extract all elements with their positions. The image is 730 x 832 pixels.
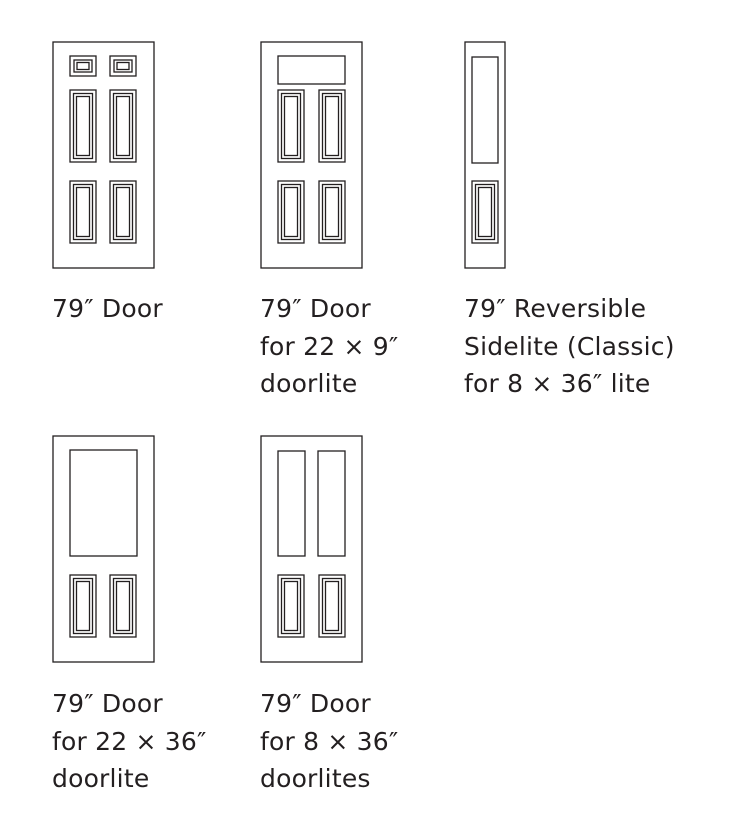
right-doorlite-opening: [318, 451, 345, 556]
caption-line: 79″ Door: [260, 689, 371, 718]
caption-line: doorlite: [52, 764, 150, 793]
door-22x9-drawing: [261, 42, 362, 268]
door-frame: [53, 436, 154, 662]
door-22x36-drawing: [53, 436, 154, 662]
sidelite-bottom-panel: [472, 181, 498, 243]
door-8x36-drawing: [261, 436, 362, 662]
bottom-left-panel: [278, 575, 304, 637]
caption-sidelite: [464, 290, 675, 403]
top-right-small-panel: [110, 56, 136, 76]
caption-line: 79″ Door: [260, 294, 371, 323]
top-left-small-panel: [70, 56, 96, 76]
middle-right-panel: [110, 90, 136, 162]
caption-line: for 22 × 36″: [52, 726, 207, 756]
bottom-left-panel: [278, 181, 304, 243]
caption-door: [52, 290, 163, 328]
caption-line: 79″ Reversible: [464, 294, 647, 323]
door-frame: [261, 42, 362, 268]
caption-door-22x36: [52, 685, 207, 798]
bottom-left-panel: [70, 181, 96, 243]
doorlite-opening: [70, 450, 137, 556]
sidelite-frame: [465, 42, 505, 268]
caption-line: doorlite: [260, 369, 358, 398]
bottom-right-panel: [319, 575, 345, 637]
caption-line: 79″ Door: [52, 689, 163, 718]
middle-left-panel: [278, 90, 304, 162]
caption-door-22x9: [260, 290, 398, 403]
door-frame: [261, 436, 362, 662]
sidelite-drawing: [465, 42, 505, 268]
caption-line: for 8 × 36″ lite: [464, 369, 651, 398]
door-frame: [53, 42, 154, 268]
sidelite-lite-opening: [472, 57, 498, 163]
middle-right-panel: [319, 90, 345, 162]
middle-left-panel: [70, 90, 96, 162]
bottom-right-panel: [110, 181, 136, 243]
door-6-panel-drawing: [53, 42, 154, 268]
bottom-right-panel: [110, 575, 136, 637]
caption-line: 79″ Door: [52, 294, 163, 323]
left-doorlite-opening: [278, 451, 305, 556]
caption-line: for 22 × 9″: [260, 331, 399, 361]
doorlite-opening: [278, 56, 345, 84]
caption-door-8x36: [260, 685, 398, 798]
bottom-left-panel: [70, 575, 96, 637]
bottom-right-panel: [319, 181, 345, 243]
caption-line: for 8 × 36″: [260, 726, 399, 756]
caption-line: doorlites: [260, 764, 371, 793]
caption-line: Sidelite (Classic): [464, 331, 675, 361]
